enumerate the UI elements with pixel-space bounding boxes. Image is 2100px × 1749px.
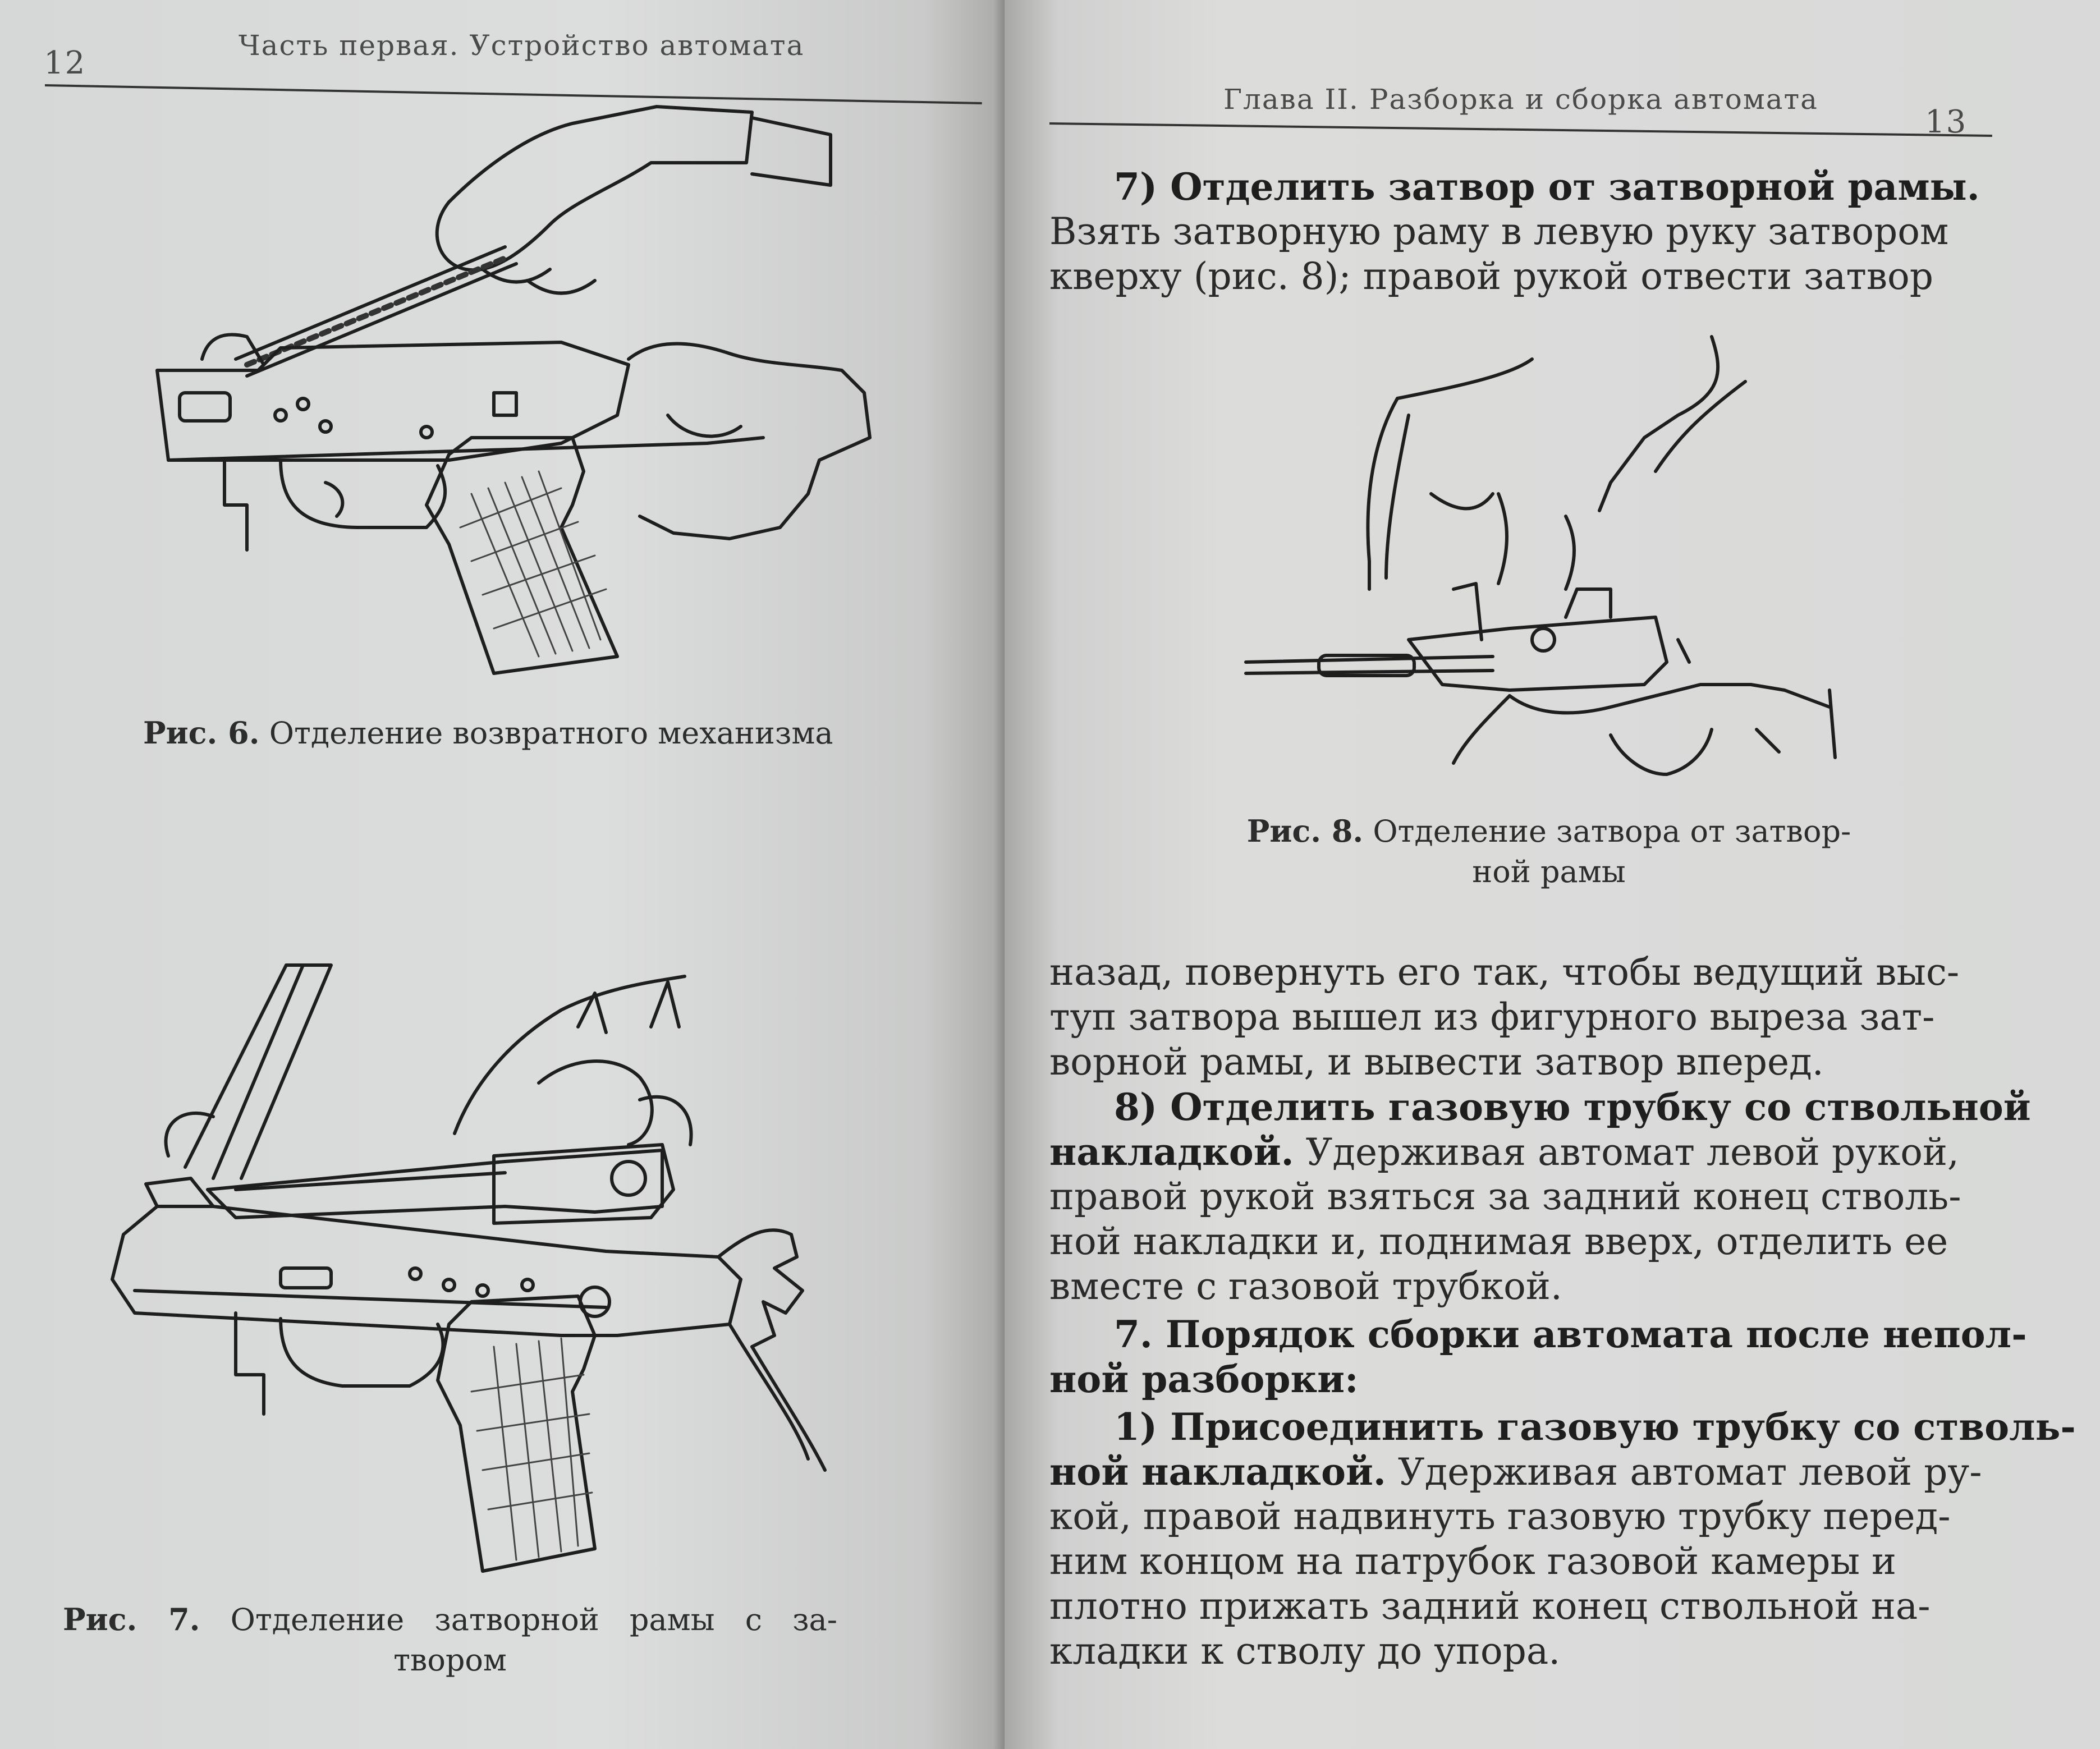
step-8-line-4: ной накладки и, поднимая вверх, отделить ее [1049, 1220, 1948, 1263]
step-7-cont-line-3: ворной рамы, и вывести затвор вперед. [1049, 1040, 1824, 1084]
step-8-line-3: правой рукой взяться за задний конец стволь- [1049, 1175, 1961, 1218]
step-8-line-5: вместе с газовой трубкой. [1049, 1265, 1562, 1308]
running-head-left: Часть первая. Устройство автомата [239, 29, 805, 62]
step-7-cont-line-2: туп затвора вышел из фигурного выреза зат- [1049, 995, 1935, 1039]
step-7-line-1: Взять затворную раму в левую руку затвором [1049, 210, 1949, 253]
section-7-heading-line-2: ной разборки: [1049, 1357, 1359, 1401]
assembly-step-1-line-6: кладки к стволу до упора. [1049, 1629, 1561, 1673]
assembly-step-1-line-5: плотно прижать задний конец ствольной на- [1049, 1585, 1931, 1628]
assembly-step-1-heading: 1) Присоединить газовую трубку со стволь- [1114, 1405, 2076, 1449]
assembly-step-1-line-2-text: Удерживая автомат левой ру- [1397, 1450, 1982, 1494]
figure-8-caption [1218, 811, 1880, 892]
figure-7-caption [63, 1599, 837, 1681]
page-number-left: 12 [44, 45, 86, 81]
assembly-step-1-line-4: ним концом на патрубок газовой камеры и [1049, 1540, 1896, 1583]
figure-8-label: Рис. 8. [1246, 813, 1364, 849]
section-7-heading-line-1: 7. Порядок сборки автомата после непол- [1114, 1312, 2027, 1356]
figure-7-illustration [101, 943, 842, 1594]
figure-7-caption-line-2: твором [393, 1642, 507, 1678]
header-rule-right [1049, 122, 1992, 137]
right-page [1005, 0, 2100, 1749]
assembly-step-1-line-2 [1049, 1448, 1982, 1496]
figure-8-caption-line-2: ной рамы [1472, 854, 1626, 889]
figure-6-caption [143, 713, 833, 754]
assembly-step-1-line-3: кой, правой надвинуть газовую трубку перед- [1049, 1495, 1951, 1538]
step-7-line-2: кверху (рис. 8); правой рукой отвести затвор [1049, 255, 1934, 298]
figure-6-caption-text: Отделение возвратного механизма [269, 715, 833, 751]
figure-7-caption-line-1: Отделение затворной рамы с за- [230, 1602, 837, 1637]
figure-7-label: Рис. 7. [63, 1601, 200, 1637]
step-7-cont-line-1: назад, повернуть его так, чтобы ведущий выс- [1049, 951, 1960, 994]
running-head-right: Глава II. Разборка и сборка автомата [1223, 83, 1818, 116]
figure-6-illustration [135, 101, 875, 679]
page-number-right: 13 [1925, 104, 1968, 140]
figure-8-illustration [1218, 325, 1869, 786]
assembly-step-1-heading-end: ной накладкой. [1049, 1450, 1386, 1494]
figure-8-caption-line-1: Отделение затвора от затвор- [1373, 814, 1851, 849]
figure-6-label: Рис. 6. [143, 715, 260, 751]
step-8-heading-end: накладкой. [1049, 1130, 1294, 1174]
step-8-line-2-text: Удерживая автомат левой рукой, [1305, 1131, 1959, 1174]
step-8-line-2 [1049, 1128, 1959, 1177]
step-8-heading: 8) Отделить газовую трубку со ствольной [1114, 1085, 2031, 1129]
left-page [0, 0, 1005, 1749]
step-7-heading: 7) Отделить затвор от затворной рамы. [1114, 165, 1980, 209]
